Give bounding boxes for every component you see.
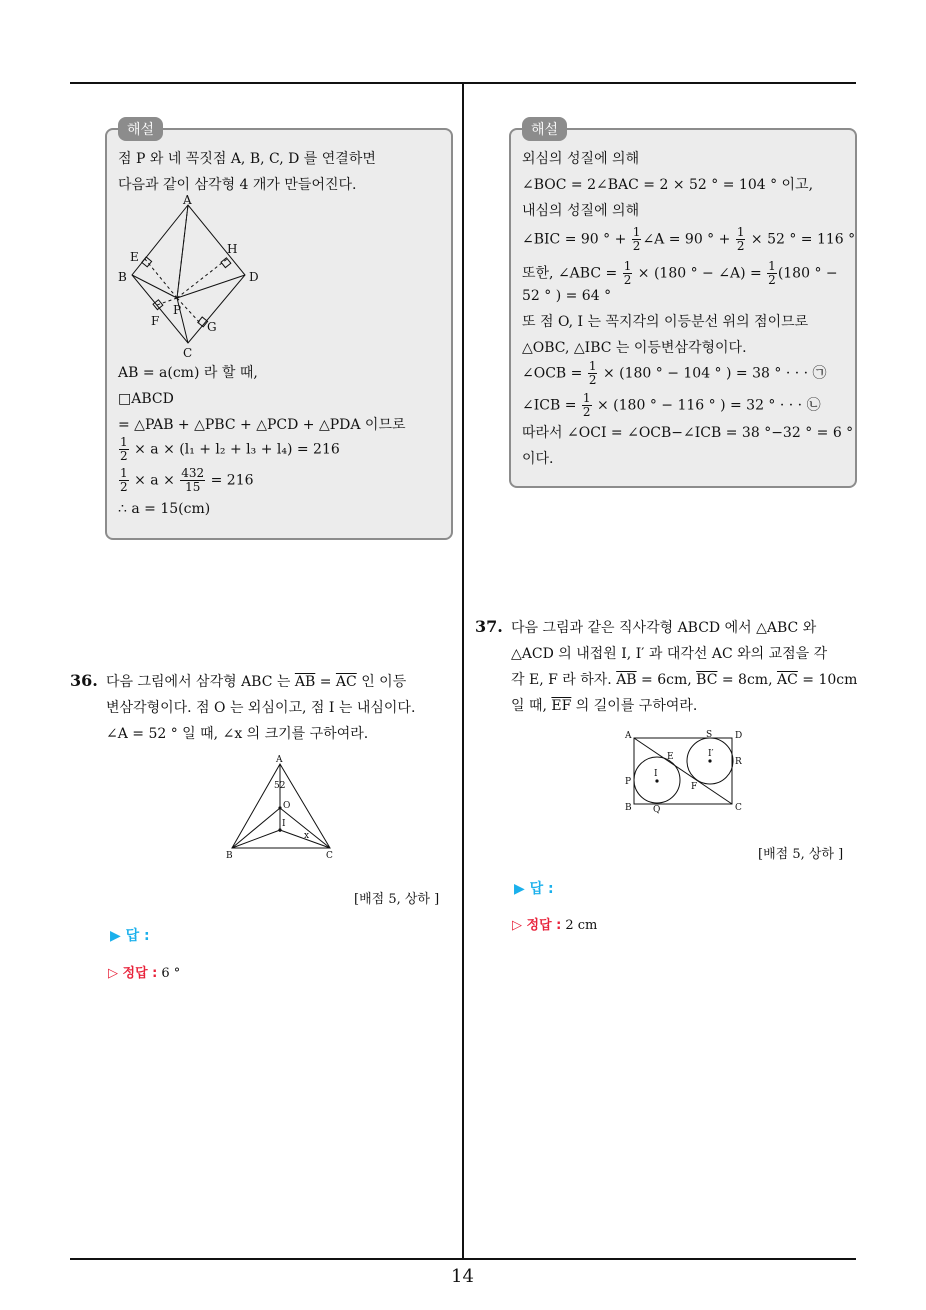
left-line-4: □ABCD bbox=[118, 391, 174, 407]
q36-score: [배점 5, 상하 ] bbox=[354, 892, 440, 907]
fig3-label-d: D bbox=[735, 731, 743, 741]
left-line-2: 다음과 같이 삼각형 4 개가 만들어진다. bbox=[118, 177, 357, 193]
left-line-7: $\frac{1}{2}$ × a × $\frac{432}{15}$ = 216 bbox=[120, 466, 254, 494]
frac-b: $\frac{1}{2}$ bbox=[736, 225, 745, 253]
column-divider bbox=[462, 82, 464, 1260]
fig3-label-p: P bbox=[625, 777, 632, 787]
q37-line-3: 각 E, F 라 하자. $\overline{AB} = 6cm$, $\overline{BC} = 8cm$, $\overline{AC} = 10cm$ bbox=[511, 672, 858, 688]
bottom-rule bbox=[70, 1258, 856, 1260]
ab-definition: AB = a(cm) 라 할 때, bbox=[118, 365, 258, 381]
q36-line-3: ∠A = 52 ° 일 때, ∠x 의 크기를 구하여라. bbox=[106, 726, 369, 742]
fig1-label-e: E bbox=[130, 250, 139, 264]
right-line-6: 52 ° ) = 64 ° bbox=[522, 288, 612, 304]
right-line-8: △OBC, △IBC 는 이등변삼각형이다. bbox=[522, 340, 747, 356]
fig3-label-i-prime: I′ bbox=[708, 749, 714, 759]
q37-number: 37. bbox=[475, 617, 503, 636]
q36-number: 36. bbox=[70, 671, 98, 690]
fig3-label-e: E bbox=[667, 752, 674, 762]
q36-line-2: 변삼각형이다. 점 O 는 외심이고, 점 I 는 내심이다. bbox=[106, 700, 416, 716]
triangle-figure bbox=[222, 752, 342, 862]
rectangle-figure bbox=[622, 728, 752, 818]
fig1-label-c: C bbox=[183, 346, 193, 359]
q37-solution: ▷ 정답 : 2 cm bbox=[512, 918, 598, 933]
fig3-label-r: R bbox=[735, 757, 742, 767]
right-line-11: 따라서 ∠OCI = ∠OCB−∠ICB = 38 °−32 ° = 6 ° bbox=[522, 425, 854, 441]
fig1-label-p: P bbox=[173, 303, 182, 317]
fig3-label-s: S bbox=[706, 730, 713, 740]
left-line-3 bbox=[118, 364, 258, 382]
fig1-label-a: A bbox=[183, 193, 192, 207]
frac-d: $\frac{1}{2}$ bbox=[768, 259, 776, 287]
right-line-4: ∠BIC = 90 ° + $\frac{1}{2}$ ∠A = 90 ° + $\frac{1}{2}$ × 52 ° = 116 ° bbox=[522, 225, 856, 253]
q36-solution: ▷ 정답 : 6 ° bbox=[108, 966, 181, 981]
fig1-label-f: F bbox=[151, 314, 160, 328]
left-line-5: = △PAB + △PBC + △PCD + △PDA 이므로 bbox=[118, 417, 406, 433]
fig2-label-a: A bbox=[276, 755, 283, 765]
q37-line-2: △ACD 의 내접원 I, I′ 과 대각선 AC 와의 교점을 각 bbox=[511, 646, 828, 662]
fraction-half-2: $\frac{1}{2}$ bbox=[120, 466, 128, 494]
right-line-9: ∠OCB = $\frac{1}{2}$ × (180 ° − 104 ° ) = 38 ° · · · ㉠ bbox=[522, 359, 827, 387]
frac-c: $\frac{1}{2}$ bbox=[623, 259, 632, 287]
fig3-label-b: B bbox=[625, 803, 632, 813]
fig2-label-b: B bbox=[226, 851, 233, 861]
q37-line-1: 다음 그림과 같은 직사각형 ABCD 에서 △ABC 와 bbox=[511, 620, 817, 636]
fig1-label-h: H bbox=[227, 242, 238, 256]
fig2-label-angle: 52 bbox=[274, 781, 286, 791]
square-figure bbox=[115, 193, 265, 359]
left-line-1: 점 P 와 네 꼭짓점 A, B, C, D 를 연결하면 bbox=[118, 151, 376, 167]
frac-e: $\frac{1}{2}$ bbox=[588, 359, 597, 387]
fig2-label-x: x bbox=[304, 831, 310, 841]
q36-answer-label[interactable]: ▶ 답 : bbox=[110, 928, 150, 944]
right-line-10: ∠ICB = $\frac{1}{2}$ × (180 ° − 116 ° ) = 32 ° · · · ㉡ bbox=[522, 391, 821, 419]
left-explanation-tag: 해설 bbox=[118, 117, 163, 141]
q37-line-4: 일 때, $\overline{EF}$ 의 길이를 구하여라. bbox=[511, 698, 698, 714]
fig1-label-d: D bbox=[249, 270, 259, 284]
fig3-label-f: F bbox=[691, 782, 698, 792]
page-number: 14 bbox=[451, 1266, 474, 1287]
fig2-label-i: I bbox=[282, 819, 286, 829]
fig2-label-o: O bbox=[283, 801, 291, 811]
fig1-label-g: G bbox=[207, 320, 217, 334]
fraction-432-15: $\frac{432}{15}$ bbox=[181, 466, 205, 494]
fig3-label-q: Q bbox=[653, 805, 661, 815]
frac-a: $\frac{1}{2}$ bbox=[632, 225, 641, 253]
right-line-5: 또한, ∠ABC = $\frac{1}{2}$ × (180 ° − ∠A) = $\frac{1}{2}$ (180 ° − bbox=[522, 259, 838, 287]
fig3-label-i: I bbox=[654, 769, 658, 779]
right-explanation-tag: 해설 bbox=[522, 117, 567, 141]
right-line-1: 외심의 성질에 의해 bbox=[522, 151, 640, 167]
left-line-6: $\frac{1}{2}$ × a × (l₁ + l₂ + l₃ + l₄) = 216 bbox=[120, 435, 340, 463]
right-line-2: ∠BOC = 2∠BAC = 2 × 52 ° = 104 ° 이고, bbox=[522, 177, 814, 193]
fig2-label-c: C bbox=[326, 851, 333, 861]
fig3-label-a: A bbox=[625, 731, 632, 741]
right-line-12: 이다. bbox=[522, 451, 554, 467]
fraction-half: $\frac{1}{2}$ bbox=[120, 435, 128, 463]
q36-line-1: 다음 그림에서 삼각형 ABC 는 $\overline{AB} = \overline{AC}$ 인 이등 bbox=[106, 674, 407, 690]
q37-score: [배점 5, 상하 ] bbox=[758, 847, 844, 862]
q37-answer-label[interactable]: ▶ 답 : bbox=[514, 881, 554, 897]
fig3-label-c: C bbox=[735, 803, 742, 813]
frac-f: $\frac{1}{2}$ bbox=[582, 391, 591, 419]
left-line-9: ∴ a = 15(cm) bbox=[118, 501, 211, 517]
right-line-3: 내심의 성질에 의해 bbox=[522, 203, 640, 219]
right-line-7: 또 점 O, I 는 꼭지각의 이등분선 위의 점이므로 bbox=[522, 314, 809, 330]
fig1-label-b: B bbox=[118, 270, 127, 284]
